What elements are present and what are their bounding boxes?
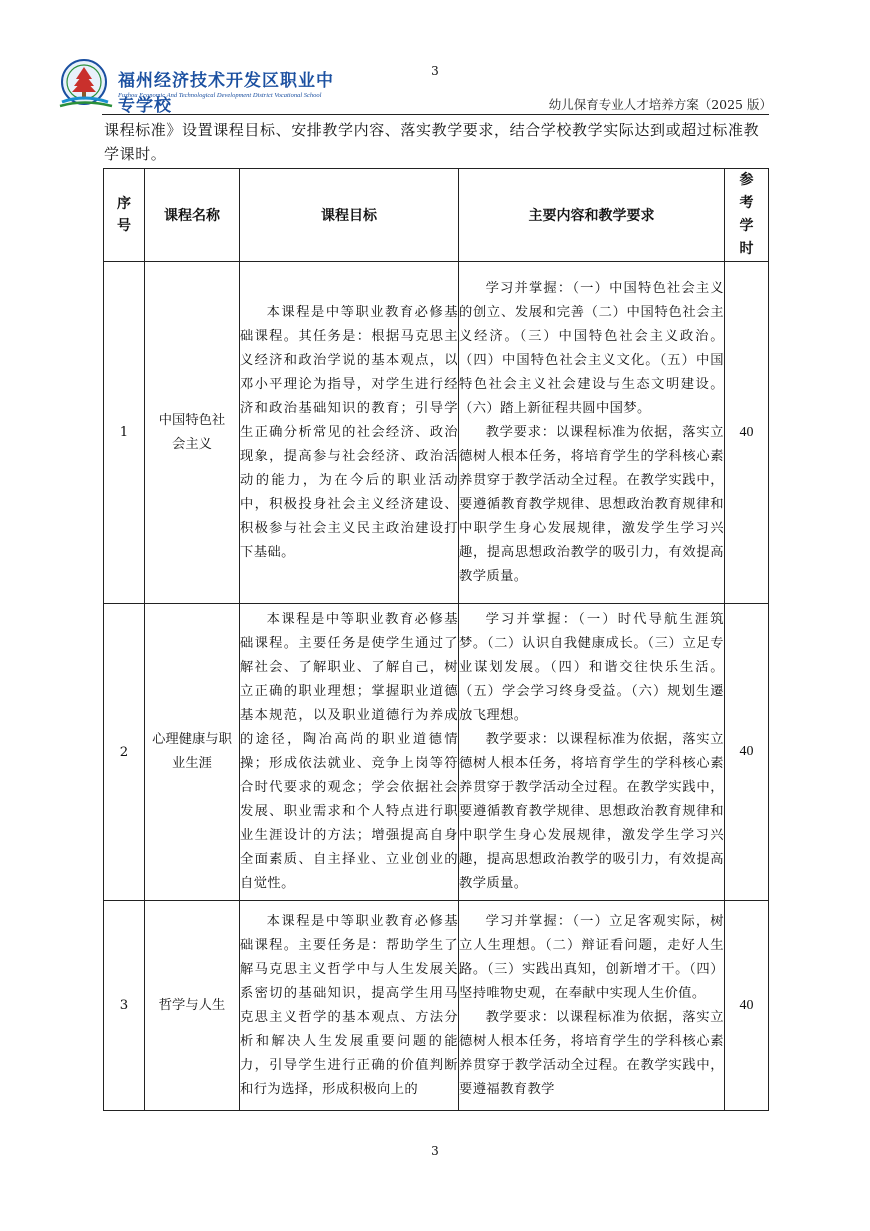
content-requirements: 教学要求：以课程标准为依据，落实立德树人根本任务，将培育学生的学科核心素养贯穿于教学活动全过程。在教学实践中，要遵福教育教学	[459, 1009, 724, 1097]
page-number-top: 3	[431, 64, 439, 78]
header-goal: 课程目标	[240, 169, 459, 262]
course-hours: 40	[725, 604, 769, 901]
course-goal: 本课程是中等职业教育必修基础课程。其任务是：根据马克思主义经济和政治学说的基本观点，以邓小平理论为指导，对学生进行经济和政治基础知识的教育；引导学生正确分析常见的社会经济、政治现象，提高参与社会经济、政治活动的能力，为在今后的职业活动中，积极投身社会主义经济建设、积极参与社会主义民主政治建设打下基础。	[240, 262, 459, 604]
course-name: 心理健康与职业生涯	[145, 604, 240, 901]
course-content	[459, 262, 725, 604]
header-content: 主要内容和教学要求	[459, 169, 725, 262]
course-goal: 本课程是中等职业教育必修基础课程。主要任务是：帮助学生了解马克思主义哲学中与人生发展关系密切的基础知识，提高学生用马克思主义哲学的基本观点、方法分析和解决人生发展重要问题的能力，引导学生进行正确的价值判断和行为选择，形成积极向上的	[240, 901, 459, 1111]
table-row	[104, 262, 769, 604]
table-row	[104, 604, 769, 901]
curriculum-table	[103, 168, 769, 1111]
school-emblem-icon	[56, 58, 116, 110]
course-hours: 40	[725, 262, 769, 604]
content-topics: 学习并掌握：（一）时代导航生涯筑梦。（二）认识自我健康成长。（三）立足专业谋划发展。（四）和谐交往快乐生活。（五）学会学习终身受益。（六）规划生遷放飞理想。	[459, 612, 724, 723]
document-title: 幼儿保育专业人才培养方案（2025 版）	[548, 97, 772, 112]
header-hours: 参考学时	[725, 169, 769, 262]
course-goal: 本课程是中等职业教育必修基础课程。主要任务是使学生通过了解社会、了解职业、了解自己，树立正确的职业理想；掌握职业道德基本规范，以及职业道德行为养成的途径，陶冶高尚的职业道德情操；形成依法就业、竞争上岗等符合时代要求的观念；学会依据社会发展、职业需求和个人特点进行职业生涯设计的方法；增强提高自身全面素质、自主择业、立业创业的自觉性。	[240, 604, 459, 901]
row-num: 3	[104, 901, 145, 1111]
table-header-row	[104, 169, 769, 262]
content-topics: 学习并掌握：（一）立足客观实际，树立人生理想。（二）辩证看问题，走好人生路。（三）实践出真知，创新增才干。（四）坚持唯物史观，在奉献中实现人生价值。	[459, 913, 724, 1001]
course-content	[459, 901, 725, 1111]
course-name: 中国特色社会主义	[145, 262, 240, 604]
school-logo	[56, 58, 346, 116]
course-hours: 40	[725, 901, 769, 1111]
header-divider	[102, 114, 769, 115]
row-num: 1	[104, 262, 145, 604]
school-name-en: Fuzhou Economic And Technological Development District Vocational School	[118, 92, 322, 99]
row-num: 2	[104, 604, 145, 901]
table-row	[104, 901, 769, 1111]
course-content	[459, 604, 725, 901]
content-requirements: 教学要求：以课程标准为依据，落实立德树人根本任务，将培育学生的学科核心素养贯穿于教学活动全过程。在教学实践中，要遵循教育教学规律、思想政治教育规律和中职学生身心发展规律，激发学生学习兴趣，提高思想政治教学的吸引力，有效提高教学质量。	[459, 424, 724, 584]
school-name-cn: 福州经济技术开发区职业中专学校	[118, 71, 334, 116]
header-name: 课程名称	[145, 169, 240, 262]
page-number-bottom: 3	[431, 1144, 439, 1158]
intro-paragraph: 课程标准》设置课程目标、安排教学内容、落实教学要求，结合学校教学实际达到或超过标准教学课时。	[104, 121, 760, 163]
course-name: 哲学与人生	[145, 901, 240, 1111]
header-num: 序号	[104, 169, 145, 262]
content-topics: 学习并掌握：（一）中国特色社会主义的创立、发展和完善（二）中国特色社会主义经济。（三）中国特色社会主义政治。（四）中国特色社会主义文化。（五）中国特色社会主义社会建设与生态文明建设。（六）踏上新征程共圆中国梦。	[459, 280, 724, 416]
content-requirements: 教学要求：以课程标准为依据，落实立德树人根本任务，将培育学生的学科核心素养贯穿于教学活动全过程。在教学实践中，要遵循教育教学规律、思想政治教育规律和中职学生身心发展规律，激发学生学习兴趣，提高思想政治教学的吸引力，有效提高教学质量。	[459, 732, 724, 891]
